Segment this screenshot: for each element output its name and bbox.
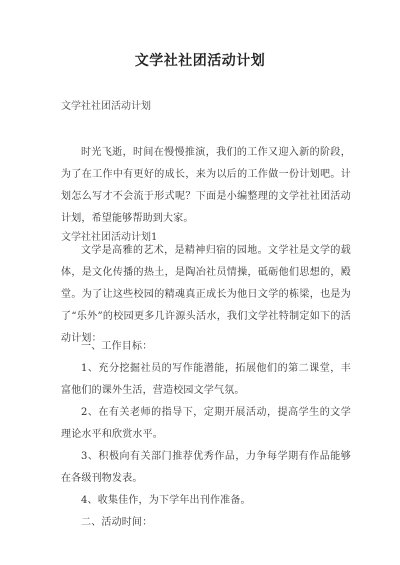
intro-paragraph: 时光飞逝，时间在慢慢推演，我们的工作又迎入新的阶段，为了在工作中有更好的成长，来为以后的工作做一份计划吧。计划怎么写才不会流于形式呢？下面是小编整理的文学社社团活动计划，希望能够帮助到大家。: [61, 147, 351, 224]
document-subtitle: 文学社社团活动计划: [61, 101, 151, 112]
goal-item-2: 2、在有关老师的指导下，定期开展活动，提高学生的文学理论水平和欣赏水平。: [61, 407, 351, 440]
goal-item-1: 1、充分挖掘社员的写作能潜能，拓展他们的第二课堂，丰富他们的课外生活，营造校园文学气氛。: [61, 363, 351, 396]
section-heading: 文学社社团活动计划1: [61, 232, 158, 243]
goal-item-4: 4、收集佳作，为下学年出刊作准备。: [81, 495, 251, 506]
section-paragraph: 文学是高雅的艺术，是精神归宿的园地。文学社是文学的载体，是文化传播的热土，是陶冶社员情操，砥砺他们思想的，殿堂。为了让这些校园的精魂真正成长为他日文学的栋梁，也是为了“乐外”的校园更多几许源头活水，我们文学社特制定如下的活动计划：: [61, 245, 351, 344]
goals-heading: 一、工作目标：: [81, 341, 153, 352]
goal-item-3: 3、积极向有关部门推荐优秀作品，力争每学期有作品能够在各级刊物发表。: [61, 451, 351, 484]
document-title: 文学社社团活动计划: [134, 53, 266, 69]
time-heading: 二、活动时间：: [81, 517, 153, 528]
